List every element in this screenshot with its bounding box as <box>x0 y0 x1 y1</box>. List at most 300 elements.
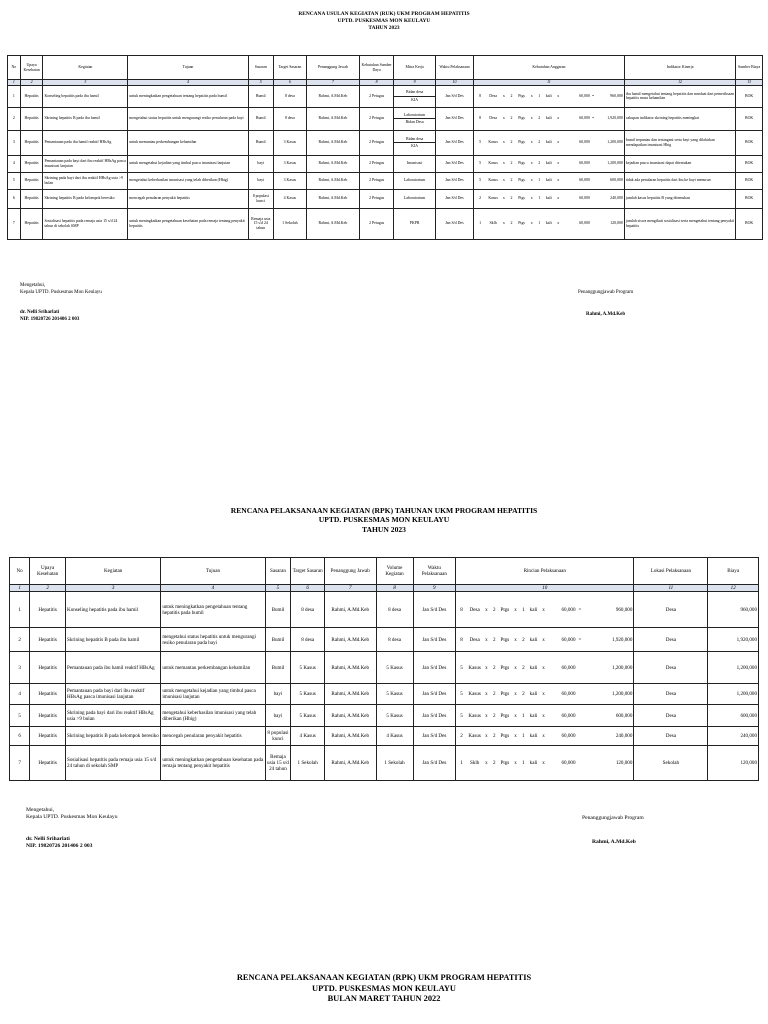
upaya-cell: Hepatitis <box>30 652 66 684</box>
amount-part: x <box>540 652 548 684</box>
amount-part: 2 <box>490 592 498 628</box>
amount-part <box>576 652 585 684</box>
mitra-cell <box>394 208 436 239</box>
row-number: 6 <box>10 727 30 746</box>
mitra-item: KIA <box>411 144 419 149</box>
amount-part: = <box>576 628 585 652</box>
amount-part: Ptgs <box>498 705 511 727</box>
tujuan-cell: untuk memantau perkembangan kehamilan <box>128 130 248 155</box>
sumber-cell: BOK <box>736 130 763 155</box>
target-cell: 5 Kasus <box>291 652 325 684</box>
amount-part: 2 <box>490 684 498 705</box>
amount-part: 2 <box>519 684 527 705</box>
amount-part: x <box>483 684 491 705</box>
amount-part: 60,000 <box>547 628 575 652</box>
column-number: 13 <box>736 80 763 86</box>
sasaran-cell: Remaja usia 15 s/d 24 tahun <box>265 746 291 781</box>
pj-cell: Rahmi, A.Md.Keb <box>306 189 359 208</box>
amount-part: x <box>512 592 520 628</box>
sasaran-cell: bayi <box>248 155 273 172</box>
pj-cell: Rahmi, A.Md.Keb <box>324 684 376 705</box>
amount-part: 60,000 <box>562 189 590 208</box>
ruk-signature-right <box>578 290 633 318</box>
header-cell: Sasaran <box>248 56 273 80</box>
target-cell: 8 desa <box>273 85 306 107</box>
pj-cell: Rahmi, A.Md.Keb <box>306 208 359 239</box>
waktu-cell: Jan S/d Des <box>413 684 456 705</box>
lokasi-cell: Desa <box>634 652 708 684</box>
tujuan-cell: untuk mengetahui kejadian yang timbul pasca imunisasi lanjutan <box>128 155 248 172</box>
volume-cell: 5 Kasus <box>376 684 413 705</box>
column-number: 9 <box>413 585 456 592</box>
kepala-nip: NIP. 19820726 201406 2 003 <box>26 842 93 849</box>
column-number: 5 <box>265 585 291 592</box>
header-cell: Waktu Pelaksanaan <box>435 56 473 80</box>
target-cell: 1 Sekolah <box>291 746 325 781</box>
amount-part: Ptgs <box>515 208 528 239</box>
amount-part: x <box>500 208 508 239</box>
kegiatan-cell: Konseling hepatitis pada ibu hamil <box>43 85 128 107</box>
sasaran-cell: 8 populasi kunci <box>265 727 291 746</box>
amount-part: Ptgs <box>498 684 511 705</box>
amount-part: x <box>500 85 508 107</box>
sasaran-cell: 8 populasi kunci <box>248 189 273 208</box>
row-number: 1 <box>10 592 30 628</box>
amount-part: Sklh <box>486 208 500 239</box>
ruk-signature-left <box>20 283 102 323</box>
sumber-cell: BOK <box>736 155 763 172</box>
amount-part: Kasus <box>467 652 483 684</box>
kegiatan-cell: Skrining pada bayi dari ibu reaktif HBsAg usia >9 bulan <box>43 172 128 189</box>
mengetahui-text: Mengetahui, <box>26 807 55 813</box>
table-row <box>8 208 763 239</box>
sasaran-cell: Bumil <box>248 130 273 155</box>
upaya-cell: Hepatitis <box>30 628 66 652</box>
kegiatan-cell: Sosialisasi hepatitis pada remaja usia 15 s/d 24 tahun di sekolah SMP <box>43 208 128 239</box>
header-cell: Sasaran <box>265 558 291 585</box>
amount-part: x <box>554 107 562 130</box>
amount-part: 960,000 <box>584 592 633 628</box>
upaya-cell: Hepatitis <box>20 189 43 208</box>
amount-part: 240,000 <box>596 189 624 208</box>
amount-part: x <box>540 592 548 628</box>
column-number: 3 <box>66 585 161 592</box>
amount-part: Kasus <box>467 705 483 727</box>
ruk-table <box>7 55 763 240</box>
amount-part <box>576 746 585 781</box>
volume-cell: 5 Kasus <box>376 652 413 684</box>
amount-part <box>576 705 585 727</box>
upaya-cell: Hepatitis <box>30 684 66 705</box>
amount-part: 60,000 <box>562 208 590 239</box>
amount-part: Desa <box>486 107 500 130</box>
sasaran-cell: Bumil <box>248 85 273 107</box>
kegiatan-cell: Pemantauan pada ibu hamil reaktif HBsAg <box>66 652 161 684</box>
amount-part: x <box>512 746 520 781</box>
kepala-name: dr. Nelli Sriharlati <box>26 835 70 842</box>
amount-part: 120,000 <box>596 208 624 239</box>
column-number: 6 <box>291 585 325 592</box>
header-cell: Upaya Kesehatan <box>30 558 66 585</box>
pj-cell: Rahmi, A.Md.Keb <box>324 652 376 684</box>
column-number: 12 <box>624 80 735 86</box>
column-number: 11 <box>473 80 624 86</box>
amount-part: Ptgs <box>515 155 528 172</box>
column-number: 8 <box>360 80 394 86</box>
pj-cell: Rahmi, A.Md.Keb <box>324 628 376 652</box>
amount-part: x <box>554 172 562 189</box>
mitra-item: Laboratorium <box>394 112 435 120</box>
kebutuhan-cell: 2 Petugas <box>360 130 394 155</box>
mitra-item: Bidan Desa <box>405 120 424 125</box>
amount-part: Desa <box>467 628 483 652</box>
column-number: 5 <box>248 80 273 86</box>
kegiatan-cell: Skrining pada bayi dari ibu reaktif HBsAg usia >9 bulan <box>66 705 161 727</box>
amount-part: x <box>483 746 491 781</box>
indikator-cell: cakupan indikator skrining hepatitis meningkat <box>624 107 735 130</box>
amount-part: 2 <box>490 746 498 781</box>
amount-part: kali <box>543 208 554 239</box>
row-number: 3 <box>8 130 21 155</box>
target-cell: 3 Kasus <box>273 172 306 189</box>
kegiatan-cell: Skrining hepatitis B pada ibu hamil <box>66 628 161 652</box>
table-row <box>8 172 763 189</box>
amount-part: 2 <box>490 628 498 652</box>
waktu-cell: Jan S/d Des <box>435 85 473 107</box>
ruk-title-line-1: RENCANA USULAN KEGIATAN (RUK) UKM PROGRAM HEPATITIS <box>298 11 470 17</box>
mengetahui-text: Mengetahui, <box>20 283 46 288</box>
kegiatan-cell: Konseling hepatitis pada ibu hamil <box>66 592 161 628</box>
mitra-cell <box>394 85 436 107</box>
row-number: 7 <box>10 746 30 781</box>
sasaran-cell: Bumil <box>248 107 273 130</box>
amount-part: kali <box>527 628 539 652</box>
amount-part: kali <box>543 130 554 155</box>
indikator-cell: jumlah kasus hepatitis B yang ditemukan <box>624 189 735 208</box>
header-cell: Volume Kegiatan <box>376 558 413 585</box>
amount-part: Ptgs <box>515 130 528 155</box>
amount-part: 960,000 <box>596 85 624 107</box>
pj-cell: Rahmi, A.Md.Keb <box>306 155 359 172</box>
row-number: 4 <box>8 155 21 172</box>
header-cell: Kegiatan <box>66 558 161 585</box>
ruk-title-line-2: UPTD. PUSKESMAS MON KEULAYU <box>337 17 431 24</box>
upaya-cell: Hepatitis <box>30 727 66 746</box>
volume-cell: 8 desa <box>376 628 413 652</box>
amount-part: 2 <box>490 652 498 684</box>
header-cell: Tujuan <box>128 56 248 80</box>
amount-part: 60,000 <box>562 85 590 107</box>
kebutuhan-cell: 2 Petugas <box>360 107 394 130</box>
amount-part: 1 <box>519 592 527 628</box>
column-number: 3 <box>43 80 128 86</box>
amount-part: 60,000 <box>547 652 575 684</box>
amount-part: x <box>483 705 491 727</box>
pj-cell: Rahmi, A.Md.Keb <box>306 85 359 107</box>
tujuan-cell: untuk mengetahui kejadian yang timbul pasca imunisasi lanjutan <box>161 684 265 705</box>
ruk-table-body <box>8 85 763 239</box>
header-cell: Sumber Biaya <box>736 56 763 80</box>
volume-cell: 1 Sekolah <box>376 746 413 781</box>
header-cell: Rincian Pelaksanaan <box>456 558 634 585</box>
tujuan-cell: untuk memantau perkembangan kehamilan <box>161 652 265 684</box>
indikator-cell: bumil terpantau dan tertangani serta bayi yang dilahirkan mendapatkan imunisasi Hbig <box>624 130 735 155</box>
table-row <box>8 130 763 155</box>
amount-part: 2 <box>508 172 516 189</box>
amount-part: x <box>483 592 491 628</box>
column-number: 6 <box>273 80 306 86</box>
mitra-cell <box>394 155 436 172</box>
waktu-cell: Jan S/d Des <box>435 107 473 130</box>
amount-part: 2 <box>508 208 516 239</box>
amount-part: x <box>483 628 491 652</box>
rpk-column-number-row <box>10 585 759 592</box>
amount-part: Kasus <box>486 172 500 189</box>
biaya-cell: 1,200,000 <box>708 684 759 705</box>
amount-part: 1,200,000 <box>596 155 624 172</box>
amount-part: 60,000 <box>547 705 575 727</box>
kebutuhan-cell: 2 Petugas <box>360 155 394 172</box>
amount-part: 8 <box>473 107 486 130</box>
ruk-title-line-3: TAHUN 2023 <box>368 24 400 31</box>
column-number: 4 <box>161 585 265 592</box>
mitra-item: Bidan desa <box>394 89 435 97</box>
amount-part: x <box>500 130 508 155</box>
sumber-cell: BOK <box>736 172 763 189</box>
amount-part: x <box>540 746 548 781</box>
amount-part: 1,200,000 <box>584 652 633 684</box>
indikator-cell: jumlah siswa mengikuti sosialisasi serta mengetahui tentang penyakit hepatitis <box>624 208 735 239</box>
row-number: 5 <box>10 705 30 727</box>
table-row <box>8 107 763 130</box>
kebutuhan-cell: 2 Petugas <box>360 85 394 107</box>
amount-part: 2 <box>508 85 516 107</box>
amount-part: x <box>540 705 548 727</box>
amount-part: 240,000 <box>584 727 633 746</box>
mitra-item: Laboratorium <box>403 196 426 201</box>
rpk-title <box>0 506 768 534</box>
amount-part: 2 <box>490 727 498 746</box>
amount-part: Ptgs <box>515 189 528 208</box>
upaya-cell: Hepatitis <box>20 130 43 155</box>
amount-part: 60,000 <box>547 727 575 746</box>
amount-part: 2 <box>535 155 543 172</box>
target-cell: 5 Kasus <box>291 705 325 727</box>
amount-part: 2 <box>508 130 516 155</box>
table-row <box>10 628 759 652</box>
amount-part: x <box>512 684 520 705</box>
rpk-monthly-title <box>0 973 768 1005</box>
kebutuhan-cell: 2 Petugas <box>360 208 394 239</box>
tujuan-cell: mengetahui status hepatitis untuk mengurangi resiko penularan pada bayi <box>161 628 265 652</box>
amount-part: x <box>528 208 536 239</box>
amount-part: Desa <box>467 592 483 628</box>
row-number: 3 <box>10 652 30 684</box>
amount-part: Kasus <box>467 727 483 746</box>
indikator-cell: tidak ada penularan hepatitis dari ibu ke bayi menurun <box>624 172 735 189</box>
table-row <box>10 746 759 781</box>
amount-part: 1 <box>535 172 543 189</box>
header-cell: Biaya <box>708 558 759 585</box>
target-cell: 8 desa <box>291 592 325 628</box>
header-cell: No <box>10 558 30 585</box>
waktu-cell: Jan S/d Des <box>413 746 456 781</box>
column-number: 1 <box>10 585 30 592</box>
header-cell: Target Sasaran <box>273 56 306 80</box>
amount-part: x <box>528 130 536 155</box>
volume-cell: 4 Kasus <box>376 727 413 746</box>
rpk-signature-left <box>26 807 118 850</box>
sasaran-cell: Bumil <box>265 592 291 628</box>
amount-part: 2 <box>519 652 527 684</box>
sumber-cell: BOK <box>736 208 763 239</box>
amount-part: 60,000 <box>547 746 575 781</box>
amount-part: kali <box>527 746 539 781</box>
row-number: 5 <box>8 172 21 189</box>
amount-part: 5 <box>473 130 486 155</box>
amount-part: x <box>500 189 508 208</box>
amount-part: 5 <box>456 652 467 684</box>
column-number: 9 <box>394 80 436 86</box>
amount-part: 1 <box>519 746 527 781</box>
amount-part: x <box>554 189 562 208</box>
amount-part: 2 <box>535 130 543 155</box>
amount-part: Desa <box>486 85 500 107</box>
amount-part: kali <box>543 85 554 107</box>
amount-part: x <box>528 85 536 107</box>
mitra-item: KIA <box>411 97 419 102</box>
lokasi-cell: Desa <box>634 684 708 705</box>
target-cell: 4 Kasus <box>273 189 306 208</box>
amount-part: x <box>483 652 491 684</box>
target-cell: 8 desa <box>273 107 306 130</box>
waktu-cell: Jan S/d Des <box>413 628 456 652</box>
sumber-cell: BOK <box>736 85 763 107</box>
mitra-item: PKPR <box>409 221 420 226</box>
table-row <box>10 705 759 727</box>
table-row <box>10 652 759 684</box>
target-cell: 1 Sekolah <box>273 208 306 239</box>
pj-cell: Rahmi, A.Md.Keb <box>324 592 376 628</box>
header-cell: Tujuan <box>161 558 265 585</box>
amount-part: 8 <box>456 628 467 652</box>
sasaran-cell: bayi <box>248 172 273 189</box>
kegiatan-cell: Skrining hepatitis B pada kelompok beresiko <box>66 727 161 746</box>
table-row <box>10 727 759 746</box>
amount-part: 120,000 <box>584 746 633 781</box>
waktu-cell: Jan S/d Des <box>413 592 456 628</box>
amount-part: x <box>500 107 508 130</box>
amount-part: Ptgs <box>515 172 528 189</box>
row-number: 2 <box>8 107 21 130</box>
amount-part: x <box>528 172 536 189</box>
amount-part: 1,200,000 <box>596 130 624 155</box>
sasaran-cell: bayi <box>265 705 291 727</box>
volume-cell: 8 desa <box>376 592 413 628</box>
amount-part: x <box>540 727 548 746</box>
header-cell: Kebutuhan Anggaran <box>473 56 624 80</box>
mitra-cell <box>394 172 436 189</box>
amount-part: kali <box>527 727 539 746</box>
amount-part: 5 <box>473 155 486 172</box>
amount-part: Ptgs <box>498 592 511 628</box>
amount-part: kali <box>527 592 539 628</box>
header-cell: Target Sasaran <box>291 558 325 585</box>
pj-cell: Rahmi, A.Md.Keb <box>306 172 359 189</box>
kegiatan-cell: Skrining hepatitis B pada kelompok beresiko <box>43 189 128 208</box>
sasaran-cell: Bumil <box>265 652 291 684</box>
amount-part: 2 <box>519 628 527 652</box>
table-row <box>8 189 763 208</box>
amount-part: kali <box>543 155 554 172</box>
pj-cell: Rahmi, A.Md.Keb <box>324 705 376 727</box>
upaya-cell: Hepatitis <box>20 85 43 107</box>
amount-part: kali <box>543 189 554 208</box>
mitra-cell <box>394 107 436 130</box>
upaya-cell: Hepatitis <box>30 592 66 628</box>
ruk-title <box>0 11 768 31</box>
biaya-cell: 1,200,000 <box>708 652 759 684</box>
kegiatan-cell: Pemantauan pada bayi dari ibu reaktif HBsAg pasca imunisasi lanjutan <box>43 155 128 172</box>
amount-part: x <box>554 85 562 107</box>
row-number: 7 <box>8 208 21 239</box>
amount-part <box>576 727 585 746</box>
waktu-cell: Jan S/d Des <box>435 130 473 155</box>
sumber-cell: BOK <box>736 107 763 130</box>
waktu-cell: Jan S/d Des <box>435 208 473 239</box>
amount-part: 60,000 <box>562 130 590 155</box>
amount-part: 60,000 <box>547 592 575 628</box>
rpk-signature-right <box>582 815 644 847</box>
kegiatan-cell: Skrining hepatitis B pada ibu hamil <box>43 107 128 130</box>
mitra-cell <box>394 189 436 208</box>
amount-part: = <box>590 107 596 130</box>
amount-part: x <box>512 705 520 727</box>
amount-part: 2 <box>456 727 467 746</box>
tujuan-cell: mengetahui keberhasilan imunisasi yang telah diberikan (Hbig) <box>128 172 248 189</box>
mitra-item: Imunisasi <box>407 161 423 166</box>
table-row <box>8 155 763 172</box>
amount-part: 2 <box>508 107 516 130</box>
header-cell: Penanggung Jawab <box>324 558 376 585</box>
column-number: 2 <box>30 585 66 592</box>
indikator-cell: ibu hamil mengetahui tentang hepatitis dan manfaat dari pemeriksaan hepatitis masa kehamilan <box>624 85 735 107</box>
pj-title: Penanggungjawab Program <box>578 290 634 295</box>
column-number: 11 <box>634 585 708 592</box>
upaya-cell: Hepatitis <box>20 155 43 172</box>
amount-part: kali <box>543 172 554 189</box>
amount-part: 1 <box>519 705 527 727</box>
lokasi-cell: Sekolah <box>634 746 708 781</box>
amount-part: x <box>483 727 491 746</box>
indikator-cell: kejadian pasca imunisasi dapat ditentukan <box>624 155 735 172</box>
amount-part: x <box>528 189 536 208</box>
waktu-cell: Jan S/d Des <box>413 652 456 684</box>
sasaran-cell: Remaja usia 15 s/d 24 tahun <box>248 208 273 239</box>
lokasi-cell: Desa <box>634 727 708 746</box>
column-number: 12 <box>708 585 759 592</box>
amount-part: 60,000 <box>562 107 590 130</box>
amount-part: 1 <box>535 208 543 239</box>
row-number: 4 <box>10 684 30 705</box>
rpk-title-line-2: UPTD. PUSKESMAS MON KEULAYU <box>318 515 450 525</box>
amount-part: 8 <box>456 592 467 628</box>
target-cell: 8 desa <box>291 628 325 652</box>
rpk-header-row <box>10 558 759 585</box>
table-row <box>10 684 759 705</box>
amount-part: 2 <box>490 705 498 727</box>
amount-part: 60,000 <box>562 155 590 172</box>
